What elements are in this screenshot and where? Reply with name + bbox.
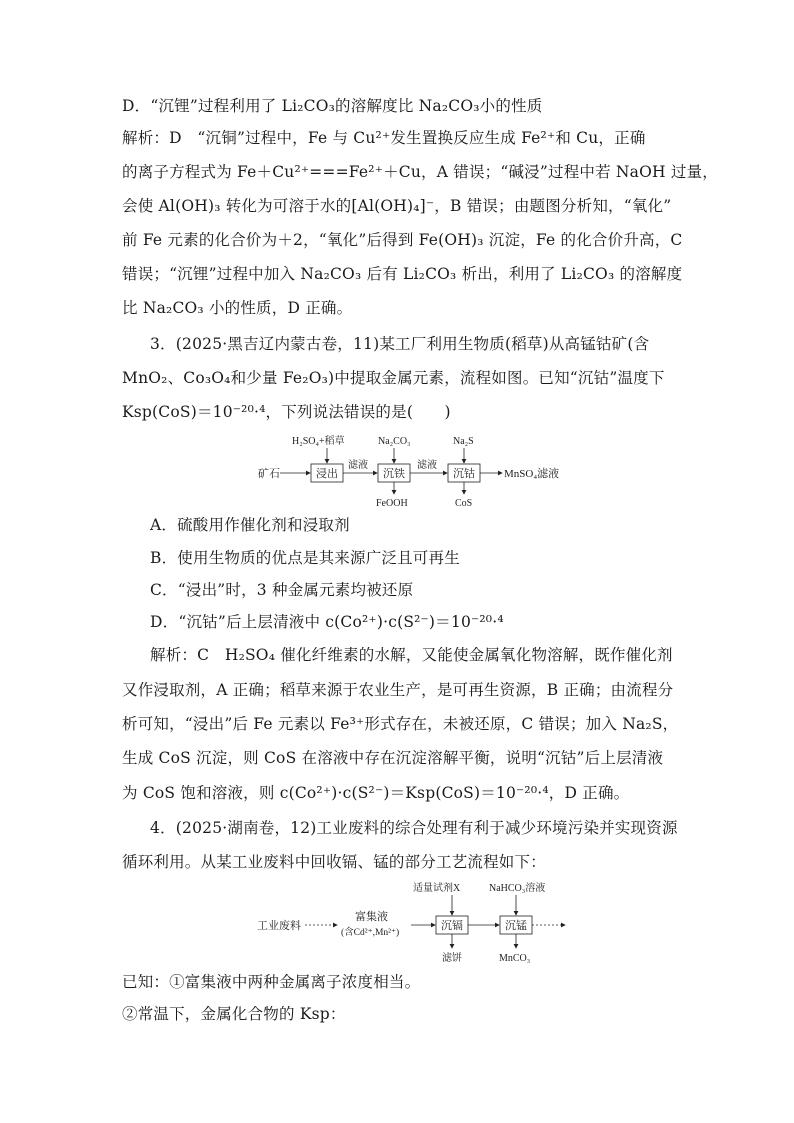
q4-flow-mid2: (含Cd²⁺,Mn²⁺) (341, 928, 400, 938)
q4-input-2: NaHCO₃溶液 (489, 883, 546, 894)
q3-analysis-line-1: 解析：C H₂SO₄ 催化纤维素的水解，又能使金属氧化物溶解，既作催化剂 (150, 646, 673, 664)
q2-analysis-line-1: 解析：D “沉铜”过程中，Fe 与 Cu²⁺发生置换反应生成 Fe²⁺和 Cu，正确 (122, 129, 646, 147)
q3-flow-diagram (250, 432, 590, 510)
q4-known-line-2: ②常温下，金属化合物的 Ksp： (122, 1005, 346, 1023)
q3-box-cobalt-label: 沉钴 (453, 468, 475, 480)
q3-option-a: A．硫酸用作催化剂和浸取剂 (150, 516, 350, 534)
q4-stem-line-1: 4．(2025·湖南卷，12)工业废料的综合处理有利于减少环境污染并实现资源 (150, 819, 678, 837)
q3-input-2: Na₂CO₃ (378, 436, 411, 447)
q3-input-3: Na₂S (453, 436, 474, 447)
q4-output-1: 滤饼 (442, 953, 462, 964)
q4-flow-start: 工业废料 (257, 920, 301, 932)
q3-analysis-line-5: 为 CoS 饱和溶液，则 c(Co²⁺)·c(S²⁻)＝Ksp(CoS)＝10⁻²⁰·⁴，D 正确。 (122, 784, 630, 802)
q3-analysis-line-4: 生成 CoS 沉淀，则 CoS 在溶液中存在沉淀溶解平衡，说明“沉钴”后上层清液 (122, 749, 664, 767)
q3-analysis-line-2: 又作浸取剂，A 正确；稻草来源于农业生产，是可再生资源，B 正确；由流程分 (122, 681, 674, 699)
q2-analysis-line-3: 会使 Al(OH)₃ 转化为可溶于水的[Al(OH)₄]⁻，B 错误；由题图分析知，“氧化” (122, 197, 672, 215)
q3-option-c: C．“浸出”时，3 种金属元素均被还原 (150, 581, 414, 599)
q3-output-3: CoS (455, 498, 473, 509)
q3-stem-line-3: Ksp(CoS)＝10⁻²⁰·⁴，下列说法错误的是( ) (122, 403, 451, 421)
q2-analysis-line-2: 的离子方程式为 Fe＋Cu²⁺===Fe²⁺＋Cu，A 错误；“碱浸”过程中若 NaOH 过量， (122, 163, 718, 181)
q4-output-2: MnCO₃ (499, 953, 531, 964)
q4-flow-mid1: 富集液 (355, 911, 388, 923)
q4-known-line-1: 已知：①富集液中两种金属离子浓度相当。 (122, 973, 421, 991)
q4-box-cadmium-label: 沉镉 (441, 920, 463, 932)
q3-stem-line-1: 3．(2025·黑吉辽内蒙古卷，11)某工厂利用生物质(稻草)从高锰钴矿(含 (150, 335, 650, 353)
q3-box-leach-label: 浸出 (316, 468, 338, 480)
q3-option-b: B．使用生物质的优点是其来源广泛且可再生 (150, 549, 460, 567)
q2-analysis-line-4: 前 Fe 元素的化合价为＋2，“氧化”后得到 Fe(OH)₃ 沉淀，Fe 的化合价升高，C (122, 231, 683, 249)
q3-arrow-2-label: 滤液 (417, 460, 437, 471)
q4-input-1: 适量试剂X (413, 883, 461, 894)
q3-output-2: FeOOH (376, 498, 408, 509)
q3-box-iron-label: 沉铁 (383, 468, 405, 480)
q4-box-manganese-label: 沉锰 (505, 920, 527, 932)
q4-flow-diagram (255, 878, 585, 966)
q3-input-1: H₂SO₄+稻草 (292, 436, 345, 447)
q4-stem-line-2: 循环利用。从某工业废料中回收镉、锰的部分工艺流程如下： (122, 853, 546, 871)
q3-analysis-line-3: 析可知，“浸出”后 Fe 元素以 Fe³⁺形式存在，未被还原，C 错误；加入 Na₂S， (122, 715, 679, 733)
q2-analysis-line-6: 比 Na₂CO₃ 小的性质，D 正确。 (122, 299, 353, 317)
q2-option-d: D．“沉锂”过程利用了 Li₂CO₃的溶解度比 Na₂CO₃小的性质 (122, 97, 543, 115)
q3-stem-line-2: MnO₂、Co₃O₄和少量 Fe₂O₃)中提取金属元素，流程如图。已知“沉钴”温度下 (122, 369, 665, 387)
q3-arrow-1-label: 滤液 (348, 460, 368, 471)
q2-analysis-line-5: 错误；“沉锂”过程中加入 Na₂CO₃ 后有 Li₂CO₃ 析出，利用了 Li₂CO₃ 的溶解度 (122, 265, 683, 283)
q3-option-d: D．“沉钴”后上层清液中 c(Co²⁺)·c(S²⁻)＝10⁻²⁰·⁴ (150, 613, 504, 631)
q3-flow-start: 矿石 (258, 468, 280, 480)
q3-flow-end: MnSO₄滤液 (504, 468, 560, 480)
